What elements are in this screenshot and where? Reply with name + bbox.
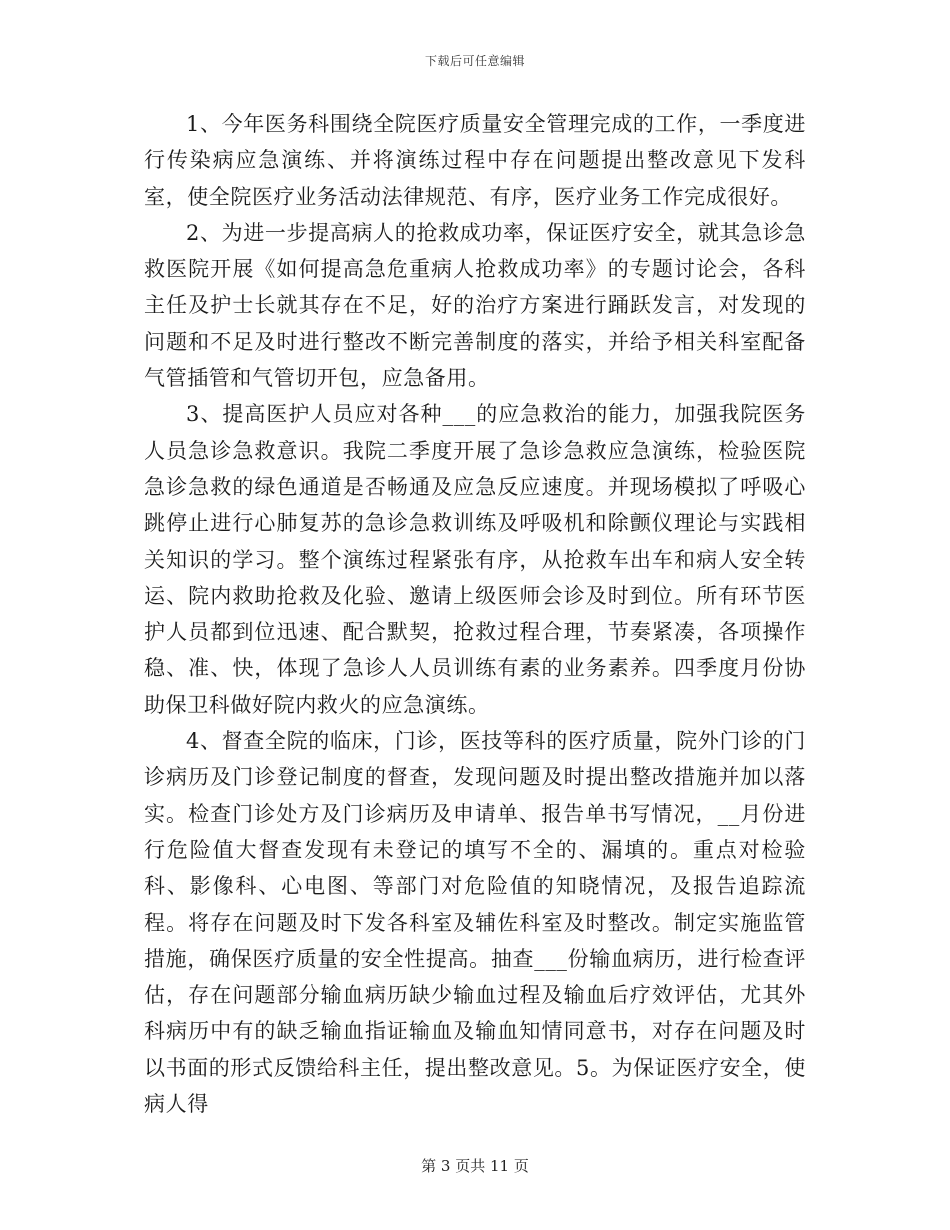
paragraph-1: 1、今年医务科围绕全院医疗质量安全管理完成的工作，一季度进行传染病应急演练、并将演练过程中存在问题提出整改意见下发科室，使全院医疗业务活动法律规范、有序，医疗业务工作完成很好。 xyxy=(144,112,806,209)
paragraph-3: 3、提高医护人员应对各种___的应急救治的能力，加强我院医务人员急诊急救意识。我院二季度开展了急诊急救应急演练，检验医院急诊急救的绿色通道是否畅通及应急反应速度。并现场模拟了呼吸心跳停止进行心肺复苏的急诊急救训练及呼吸机和除颤仪理论与实践相关知识的学习。整个演练过程紧张有序，从抢救车出车和病人安全转运、院内救助抢救及化验、邀请上级医师会诊及时到位。所有环节医护人员都到位迅速、配合默契，抢救过程合理，节奏紧凑，各项操作稳、准、快，体现了急诊人人员训练有素的业务素养。四季度月份协助保卫科做好院内救火的应急演练。 xyxy=(144,402,806,717)
paragraph-2: 2、为进一步提高病人的抢救成功率，保证医疗安全，就其急诊急救医院开展《如何提高急危重病人抢救成功率》的专题讨论会，各科主任及护士长就其存在不足，好的治疗方案进行踊跃发言，对发现的问题和不足及时进行整改不断完善制度的落实，并给予相关科室配备气管插管和气管切开包，应急备用。 xyxy=(144,220,806,391)
page-number-footer: 第 3 页共 11 页 xyxy=(421,1157,529,1175)
document-body xyxy=(144,106,806,1122)
page-header: 下载后可任意编辑 xyxy=(424,54,525,68)
paragraph-4: 4、督查全院的临床，门诊，医技等科的医疗质量，院外门诊的门诊病历及门诊登记制度的督查，发现问题及时提出整改措施并加以落实。检查门诊处方及门诊病历及申请单、报告单书写情况，__月份进行危险值大督查发现有未登记的填写不全的、漏填的。重点对检验科、影像科、心电图、等部门对危险值的知晓情况，及报告追踪流程。将存在问题及时下发各科室及辅佐科室及时整改。制定实施监管措施，确保医疗质量的安全性提高。抽查___份输血病历，进行检查评估，存在问题部分输血病历缺少输血过程及输血后疗效评估，尤其外科病历中有的缺乏输血指证输血及输血知情同意书，对存在问题及时以书面的形式反馈给科主任，提出整改意见。5。为保证医疗安全，使病人得 xyxy=(144,729,806,1117)
